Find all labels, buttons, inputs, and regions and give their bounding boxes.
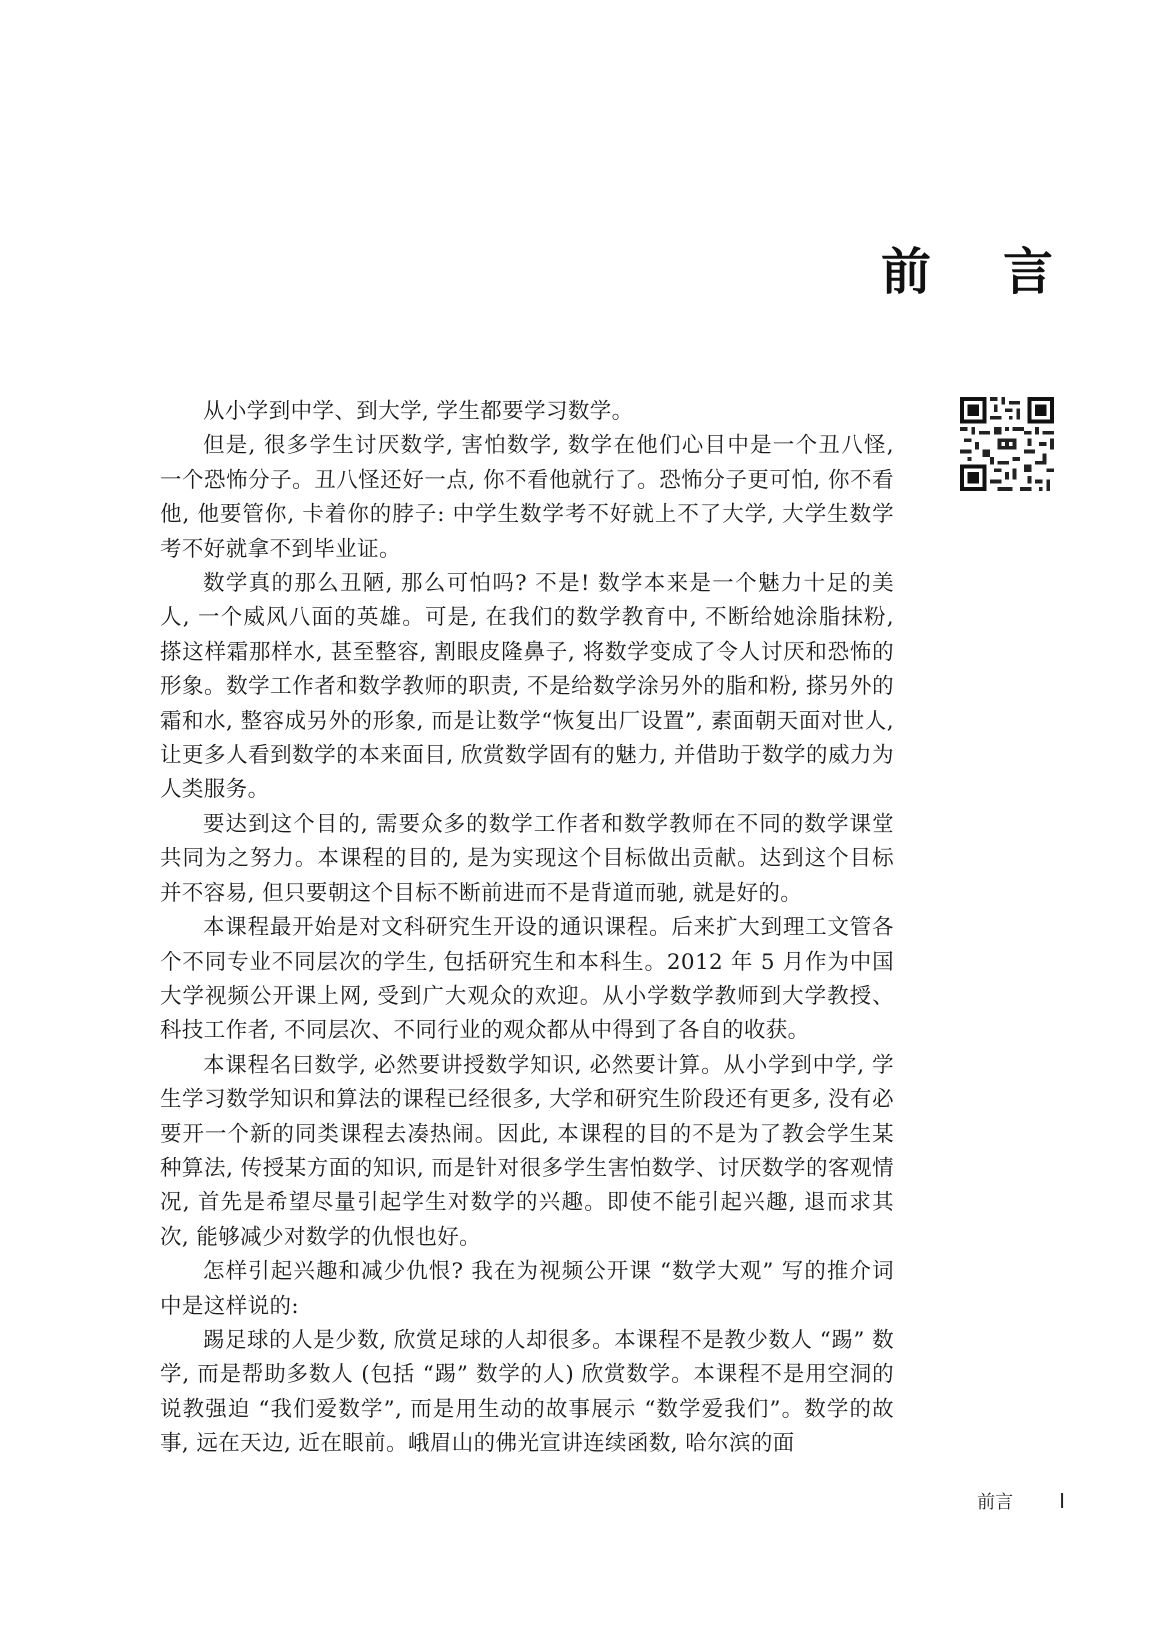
footer-section-title: 前言: [977, 1492, 1014, 1513]
paragraph: 本课程名曰数学, 必然要讲授数学知识, 必然要计算。从小学到中学, 学生学习数学知识和算法的课程已经很多, 大学和研究生阶段还有更多, 没有必要开一个新的同类课程去凑热闹。因此, 本课程的目的不是为了教会学生某种算法, 传授某方面的知识, 而是针对很多学生害怕数学、讨厌数学的客观情况, 首先是希望尽量引起学生对数学的兴趣。即使不能引起兴趣, 退而求其次, 能够减少对数学的仇恨也好。: [160, 1052, 894, 1250]
paragraph: 但是, 很多学生讨厌数学, 害怕数学, 数学在他们心目中是一个丑八怪, 一个恐怖分子。丑八怪还好一点, 你不看他就行了。恐怖分子更可怕, 你不看他, 他要管你, 卡着你的脖子: 中学生数学考不好就上不了大学, 大学生数学考不好就拿不到毕业证。: [160, 433, 894, 562]
page-number: I: [1059, 1489, 1065, 1513]
qr-code-icon: [960, 397, 1054, 491]
paragraph: 数学真的那么丑陋, 那么可怕吗? 不是! 数学本来是一个魅力十足的美人, 一个威风八面的英雄。可是, 在我们的数学教育中, 不断给她涂脂抹粉, 搽这样霜那样水, 甚至整容, 割眼皮隆鼻子, 将数学变成了令人讨厌和恐怖的形象。数学工作者和数学教师的职责, 不是给数学涂另外的脂和粉, 搽另外的霜和水, 整容成另外的形象, 而是让数学“恢复出厂设置”, 素面朝天面对世人, 让更多人看到数学的本来面目, 欣赏数学固有的魅力, 并借助于数学的威力为人类服务。: [160, 571, 894, 803]
preface-body: [160, 395, 894, 1462]
page-title: 前言: [881, 243, 1125, 301]
paragraph: 从小学到中学、到大学, 学生都要学习数学。: [203, 399, 634, 424]
paragraph: 要达到这个目的, 需要众多的数学工作者和数学教师在不同的数学课堂共同为之努力。本课程的目的, 是为实现这个目标做出贡献。达到这个目标并不容易, 但只要朝这个目标不断前进而不是背道而驰, 就是好的。: [160, 811, 894, 906]
paragraph: 怎样引起兴趣和减少仇恨? 我在为视频公开课 “数学大观” 写的推介词中是这样说的:: [160, 1259, 894, 1319]
paragraph: 本课程最开始是对文科研究生开设的通识课程。后来扩大到理工文管各个不同专业不同层次的学生, 包括研究生和本科生。2012 年 5 月作为中国大学视频公开课上网, 受到广大观众的欢迎。从小学数学教师到大学教授、科技工作者, 不同层次、不同行业的观众都从中得到了各自的收获。: [160, 915, 894, 1044]
page-footer: [977, 1488, 1065, 1514]
paragraph: 踢足球的人是少数, 欣赏足球的人却很多。本课程不是教少数人 “踢” 数学, 而是帮助多数人 (包括 “踢” 数学的人) 欣赏数学。本课程不是用空洞的说教强迫 “我们爱数学”, 而是用生动的故事展示 “数学爱我们”。数学的故事, 远在天边, 近在眼前。峨眉山的佛光宣讲连续函数, 哈尔滨的面: [160, 1327, 894, 1457]
